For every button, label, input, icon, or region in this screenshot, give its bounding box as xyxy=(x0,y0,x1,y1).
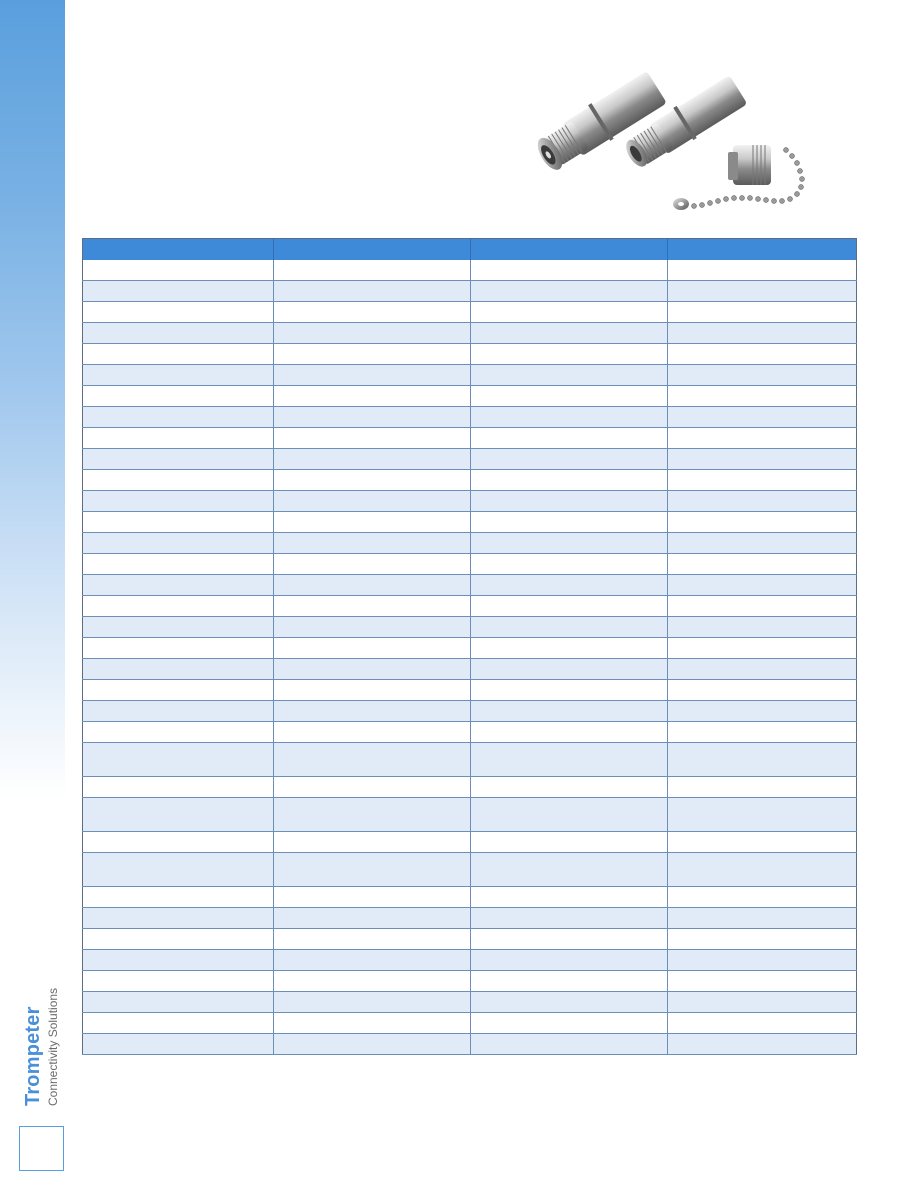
table-cell xyxy=(471,832,668,853)
table-row xyxy=(83,1034,857,1055)
table-cell xyxy=(83,344,274,365)
table-cell xyxy=(83,680,274,701)
table-cell xyxy=(83,302,274,323)
table-cell xyxy=(668,554,857,575)
table-cell xyxy=(83,617,274,638)
table-row xyxy=(83,512,857,533)
table-cell xyxy=(471,992,668,1013)
table-cell xyxy=(83,929,274,950)
table-row xyxy=(83,908,857,929)
table-cell xyxy=(668,887,857,908)
table-header-cell xyxy=(83,239,274,261)
table-cell xyxy=(83,887,274,908)
table-cell xyxy=(83,971,274,992)
table-cell xyxy=(668,617,857,638)
page-number-box xyxy=(19,1126,64,1171)
table-cell xyxy=(668,365,857,386)
table-cell xyxy=(471,596,668,617)
table-cell xyxy=(471,701,668,722)
table-cell xyxy=(668,281,857,302)
table-row xyxy=(83,554,857,575)
table-cell xyxy=(471,365,668,386)
table-cell xyxy=(83,1013,274,1034)
table-cell xyxy=(471,260,668,281)
table-cell xyxy=(668,832,857,853)
table-cell xyxy=(668,260,857,281)
table-cell xyxy=(471,1013,668,1034)
brand-tagline: Connectivity Solutions xyxy=(46,987,60,1106)
table-cell xyxy=(471,344,668,365)
table-cell xyxy=(668,386,857,407)
table-cell xyxy=(471,512,668,533)
table-cell xyxy=(274,1013,471,1034)
table-cell xyxy=(274,853,471,887)
table-cell xyxy=(83,596,274,617)
table-cell xyxy=(83,428,274,449)
table-cell xyxy=(471,407,668,428)
table-cell xyxy=(668,344,857,365)
table-cell xyxy=(83,1034,274,1055)
table-cell xyxy=(274,470,471,491)
table-cell xyxy=(83,908,274,929)
table-row xyxy=(83,971,857,992)
table-cell xyxy=(668,1034,857,1055)
table-cell xyxy=(471,908,668,929)
table-cell xyxy=(668,777,857,798)
table-cell xyxy=(274,575,471,596)
table-row xyxy=(83,950,857,971)
table-cell xyxy=(668,428,857,449)
brand-logo xyxy=(22,986,62,1106)
table-row xyxy=(83,344,857,365)
table-cell xyxy=(471,798,668,832)
table-cell xyxy=(274,743,471,777)
table-cell xyxy=(274,554,471,575)
table-cell xyxy=(471,533,668,554)
table-cell xyxy=(668,722,857,743)
table-row xyxy=(83,323,857,344)
table-cell xyxy=(274,617,471,638)
table-row xyxy=(83,428,857,449)
table-row xyxy=(83,407,857,428)
table-cell xyxy=(471,659,668,680)
table-cell xyxy=(83,853,274,887)
table-cell xyxy=(668,971,857,992)
table-cell xyxy=(471,887,668,908)
table-cell xyxy=(83,323,274,344)
table-cell xyxy=(668,302,857,323)
table-cell xyxy=(83,798,274,832)
table-cell xyxy=(471,929,668,950)
table-cell xyxy=(668,701,857,722)
table-row xyxy=(83,1013,857,1034)
table-header-cell xyxy=(471,239,668,261)
table-row xyxy=(83,659,857,680)
table-cell xyxy=(471,302,668,323)
table-cell xyxy=(471,1034,668,1055)
table-row xyxy=(83,798,857,832)
table-cell xyxy=(668,638,857,659)
table-cell xyxy=(83,575,274,596)
table-cell xyxy=(274,491,471,512)
table-cell xyxy=(274,680,471,701)
table-row xyxy=(83,491,857,512)
table-cell xyxy=(83,777,274,798)
table-cell xyxy=(471,428,668,449)
table-cell xyxy=(274,344,471,365)
table-body xyxy=(83,260,857,1055)
table-cell xyxy=(668,908,857,929)
table-row xyxy=(83,449,857,470)
table-cell xyxy=(83,743,274,777)
table-cell xyxy=(274,428,471,449)
table-cell xyxy=(274,1034,471,1055)
table-cell xyxy=(83,365,274,386)
table-header-cell xyxy=(668,239,857,261)
table-row xyxy=(83,386,857,407)
table-row xyxy=(83,617,857,638)
table-cell xyxy=(83,386,274,407)
table-cell xyxy=(668,1013,857,1034)
table-row xyxy=(83,365,857,386)
table-cell xyxy=(274,992,471,1013)
table-cell xyxy=(274,407,471,428)
table-cell xyxy=(83,407,274,428)
product-photo xyxy=(528,70,818,220)
table-cell xyxy=(274,908,471,929)
table-cell xyxy=(668,470,857,491)
table-cell xyxy=(83,722,274,743)
table-cell xyxy=(274,365,471,386)
table-cell xyxy=(83,533,274,554)
table-row xyxy=(83,887,857,908)
table-cell xyxy=(668,491,857,512)
table-row xyxy=(83,470,857,491)
table-header-row xyxy=(83,239,857,261)
table-row xyxy=(83,575,857,596)
table-cell xyxy=(274,281,471,302)
table-cell xyxy=(668,659,857,680)
table-cell xyxy=(274,798,471,832)
table-cell xyxy=(471,575,668,596)
table-row xyxy=(83,929,857,950)
table-cell xyxy=(471,323,668,344)
side-gradient-band xyxy=(0,0,65,800)
table-cell xyxy=(274,971,471,992)
table-cell xyxy=(471,386,668,407)
table-cell xyxy=(274,323,471,344)
table-cell xyxy=(471,449,668,470)
table-cell xyxy=(668,992,857,1013)
table-cell xyxy=(83,281,274,302)
table-cell xyxy=(274,701,471,722)
table-row xyxy=(83,777,857,798)
table-cell xyxy=(471,853,668,887)
table-cell xyxy=(668,798,857,832)
table-cell xyxy=(471,777,668,798)
table-row xyxy=(83,832,857,853)
table-cell xyxy=(83,470,274,491)
table-cell xyxy=(668,323,857,344)
table-cell xyxy=(668,853,857,887)
brand-name: Trompeter xyxy=(22,1006,44,1106)
table-cell xyxy=(471,743,668,777)
table-cell xyxy=(83,449,274,470)
table-cell xyxy=(471,617,668,638)
table-header-cell xyxy=(274,239,471,261)
table-cell xyxy=(471,638,668,659)
table-cell xyxy=(274,260,471,281)
table-cell xyxy=(668,596,857,617)
table-cell xyxy=(83,491,274,512)
table-cell xyxy=(471,281,668,302)
table-row xyxy=(83,281,857,302)
table-cell xyxy=(274,638,471,659)
dust-cap-with-chain xyxy=(673,145,805,210)
spec-table xyxy=(82,238,857,1055)
table-cell xyxy=(668,449,857,470)
table-cell xyxy=(471,971,668,992)
table-cell xyxy=(274,512,471,533)
table-cell xyxy=(274,887,471,908)
table-cell xyxy=(471,950,668,971)
table-cell xyxy=(668,407,857,428)
table-cell xyxy=(274,659,471,680)
table-row xyxy=(83,533,857,554)
table-cell xyxy=(83,701,274,722)
table-row xyxy=(83,992,857,1013)
table-cell xyxy=(274,596,471,617)
table-row xyxy=(83,722,857,743)
table-cell xyxy=(471,554,668,575)
table-cell xyxy=(274,777,471,798)
table-cell xyxy=(668,575,857,596)
table-cell xyxy=(83,260,274,281)
table-row xyxy=(83,743,857,777)
table-cell xyxy=(83,659,274,680)
table-cell xyxy=(274,950,471,971)
table-cell xyxy=(274,929,471,950)
table-cell xyxy=(83,554,274,575)
table-cell xyxy=(83,638,274,659)
table-cell xyxy=(471,470,668,491)
table-cell xyxy=(83,832,274,853)
table-cell xyxy=(471,680,668,701)
table-cell xyxy=(668,743,857,777)
table-cell xyxy=(668,533,857,554)
table-cell xyxy=(274,386,471,407)
table-cell xyxy=(274,302,471,323)
table-cell xyxy=(274,533,471,554)
table-cell xyxy=(668,512,857,533)
table-row xyxy=(83,853,857,887)
table-cell xyxy=(471,722,668,743)
table-cell xyxy=(471,491,668,512)
table-cell xyxy=(668,929,857,950)
table-row xyxy=(83,638,857,659)
table-row xyxy=(83,701,857,722)
table-cell xyxy=(274,449,471,470)
table-cell xyxy=(83,512,274,533)
table-cell xyxy=(668,680,857,701)
table-cell xyxy=(83,950,274,971)
table-row xyxy=(83,302,857,323)
table-cell xyxy=(668,950,857,971)
table-cell xyxy=(83,992,274,1013)
table-row xyxy=(83,680,857,701)
table-row xyxy=(83,596,857,617)
table-cell xyxy=(274,722,471,743)
table-cell xyxy=(274,832,471,853)
table-row xyxy=(83,260,857,281)
